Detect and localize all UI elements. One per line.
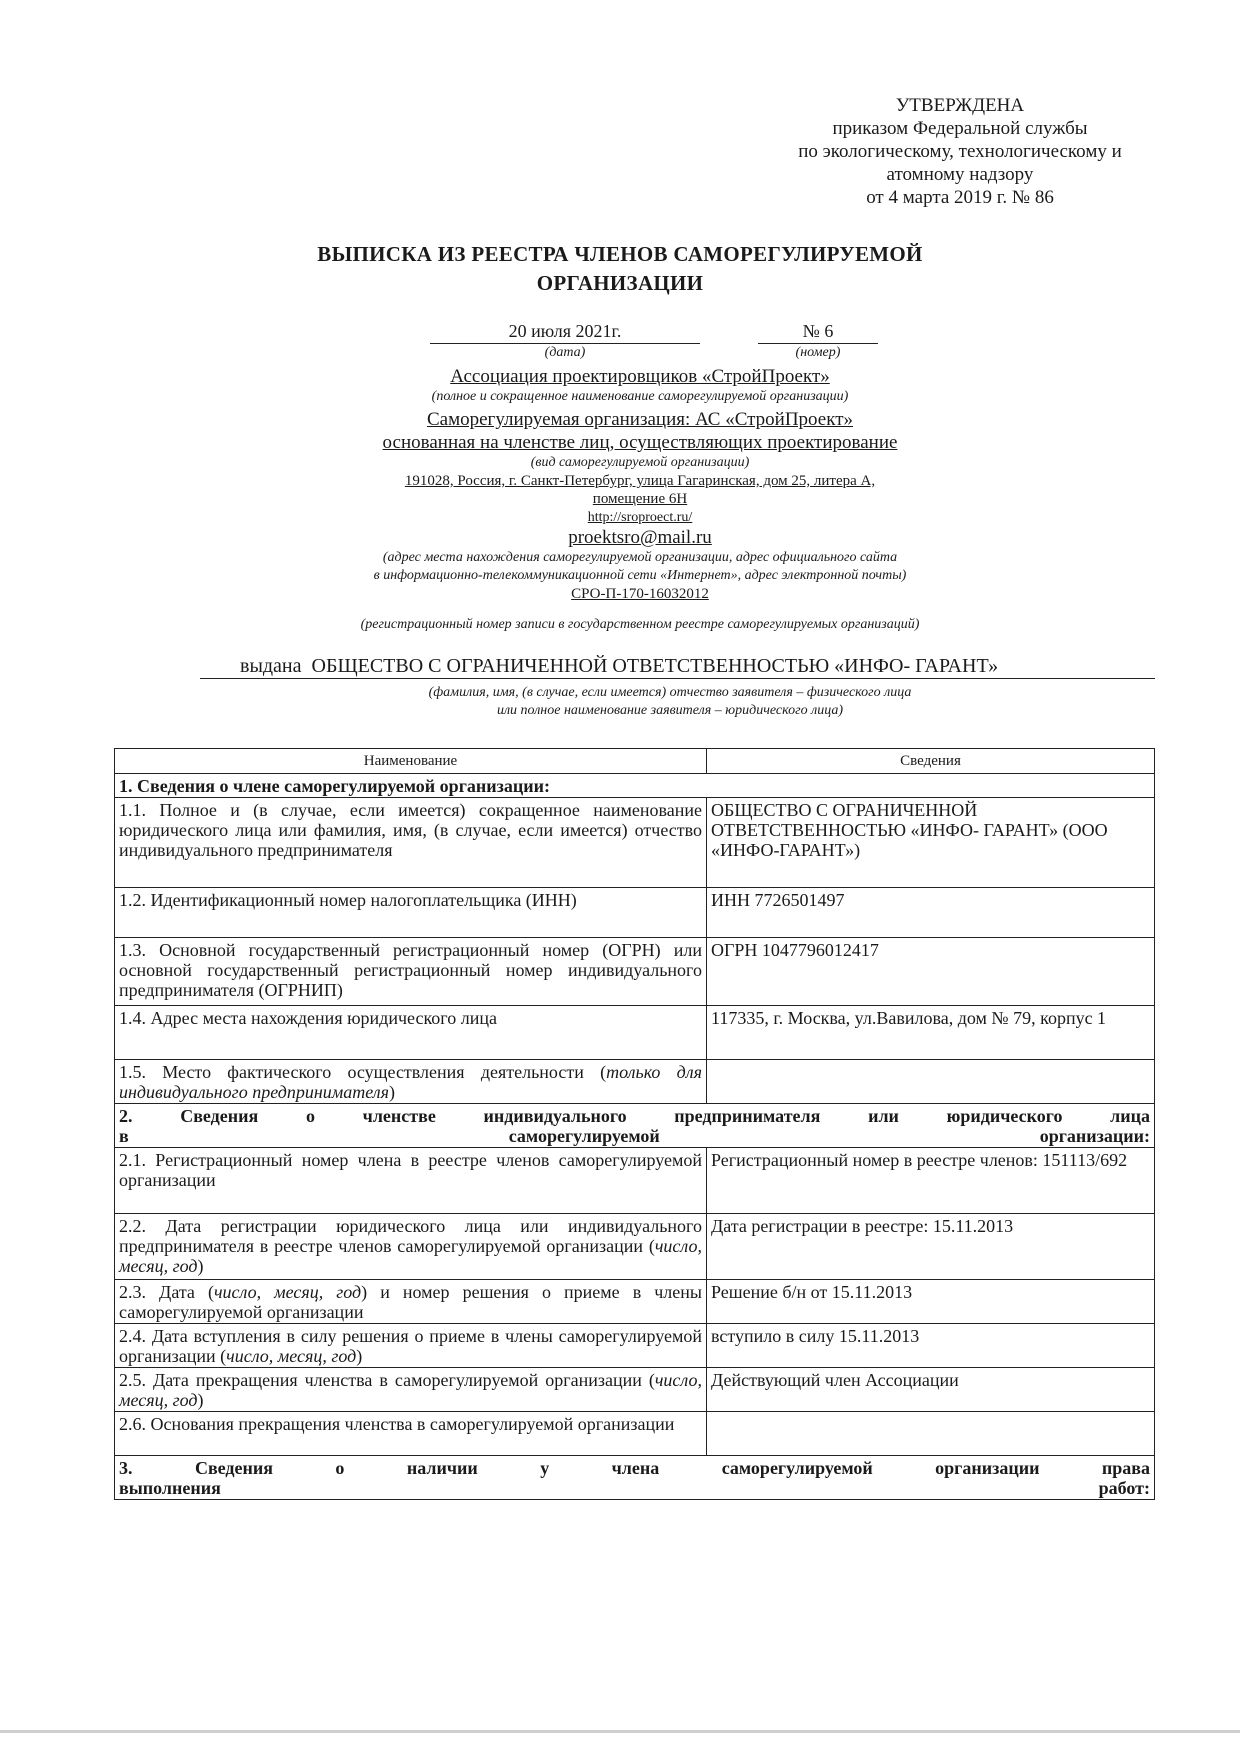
section-2-title [115, 1104, 1155, 1148]
table-row [115, 1148, 1155, 1214]
section-3-title-main: 3. Сведения о наличии у члена саморегулируемой организации права [119, 1458, 1150, 1478]
table-row [115, 798, 1155, 888]
row-2-5-value: Действующий член Ассоциации [707, 1368, 1155, 1412]
date-number-row [200, 320, 1080, 364]
row-1-4-name: 1.4. Адрес места нахождения юридического лица [115, 1006, 707, 1060]
row-2-3-value: Решение б/н от 15.11.2013 [707, 1280, 1155, 1324]
section-2-title-main: 2. Сведения о членстве индивидуального предпринимателя или юридического лица [119, 1106, 1150, 1126]
org-full-name: Ассоциация проектировщиков «СтройПроект» [450, 366, 830, 387]
row-1-1-value: ОБЩЕСТВО С ОГРАНИЧЕННОЙ ОТВЕТСТВЕННОСТЬЮ «ИНФО- ГАРАНТ» (ООО «ИНФО-ГАРАНТ») [707, 798, 1155, 888]
section-row [115, 774, 1155, 798]
row-1-5-name [115, 1060, 707, 1104]
table-row [115, 1006, 1155, 1060]
issued-hint-line1: (фамилия, имя, (в случае, если имеется) отчество заявителя – физического лица [428, 685, 912, 700]
row-1-3-name: 1.3. Основной государственный регистрационный номер (ОГРН) или основной государственный регистрационный номер индивидуального предпринимателя (ОГРНИП) [115, 938, 707, 1006]
issued-hint [300, 684, 1040, 720]
issued-to-value: ОБЩЕСТВО С ОГРАНИЧЕННОЙ ОТВЕТСТВЕННОСТЬЮ «ИНФО- ГАРАНТ» [311, 655, 999, 677]
date-hint: (дата) [544, 345, 586, 360]
row-2-2-name [115, 1214, 707, 1280]
row-2-4-name-text: 2.4. Дата вступления в силу решения о приеме в члены саморегулируемой организации ( [119, 1326, 702, 1366]
approval-stamp [730, 94, 1190, 209]
approval-line: приказом Федеральной службы [832, 118, 1088, 139]
title-line: ВЫПИСКА ИЗ РЕЕСТРА ЧЛЕНОВ САМОРЕГУЛИРУЕМОЙ [317, 242, 923, 266]
date-field [430, 320, 700, 362]
row-2-4-name [115, 1324, 707, 1368]
section-2-title-end: в саморегулируемой организации: [119, 1126, 1150, 1146]
section-3-title [115, 1456, 1155, 1500]
approval-line: атомному надзору [886, 164, 1034, 185]
date-value: 20 июля 2021г. [430, 320, 700, 344]
row-2-3-name-italic: число, месяц, год [213, 1282, 362, 1302]
registry-number-hint: (регистрационный номер записи в государственном реестре саморегулируемых организаций) [360, 617, 920, 632]
section-3-title-end: выполнения работ: [119, 1478, 1150, 1498]
row-2-6-name: 2.6. Основания прекращения членства в саморегулируемой организации [115, 1412, 707, 1456]
row-1-3-value: ОГРН 1047796012417 [707, 938, 1155, 1006]
address-hint-line1: (адрес места нахождения саморегулируемой организации, адрес официального сайта [382, 550, 898, 565]
row-2-5-name-text: 2.5. Дата прекращения членства в саморегулируемой организации ( [119, 1370, 655, 1390]
approval-line: УТВЕРЖДЕНА [895, 95, 1025, 116]
table-row [115, 938, 1155, 1006]
address-hint-line2: в информационно-телекоммуникационной сети «Интернет», адрес электронной почты) [373, 568, 907, 583]
org-email-link[interactable]: proektsro@mail.ru [568, 527, 712, 548]
org-type-line2: основанная на членстве лиц, осуществляющих проектирование [382, 432, 898, 453]
row-2-3-name-text: 2.3. Дата ( [119, 1282, 214, 1302]
number-field [758, 320, 878, 362]
section-row [115, 1456, 1155, 1500]
org-address-line2: помещение 6Н [592, 491, 688, 507]
table-row [115, 1368, 1155, 1412]
table-row [115, 1060, 1155, 1104]
org-website-link[interactable]: http://sroproect.ru/ [587, 510, 693, 525]
row-1-1-name: 1.1. Полное и (в случае, если имеется) сокращенное наименование юридического лица или фамилия, имя, (в случае, если имеется) отчество индивидуального предпринимателя [115, 798, 707, 888]
number-value: № 6 [758, 320, 878, 344]
row-1-5-value [707, 1060, 1155, 1104]
row-2-5-name-italic: число, месяц, год [119, 1370, 702, 1410]
row-2-5-name [115, 1368, 707, 1412]
section-1-title: 1. Сведения о члене саморегулируемой организации: [115, 774, 1155, 798]
row-2-4-name-italic: число, месяц, год [226, 1346, 357, 1366]
extract-header [200, 320, 1080, 634]
row-2-2-value: Дата регистрации в реестре: 15.11.2013 [707, 1214, 1155, 1280]
table-row [115, 1412, 1155, 1456]
approval-line: от 4 марта 2019 г. № 86 [866, 187, 1054, 208]
row-2-3-name [115, 1280, 707, 1324]
row-1-2-name: 1.2. Идентификационный номер налогоплательщика (ИНН) [115, 888, 707, 938]
row-2-1-name: 2.1. Регистрационный номер члена в реестре членов саморегулируемой организации [115, 1148, 707, 1214]
row-1-2-value: ИНН 7726501497 [707, 888, 1155, 938]
registry-number: СРО-П-170-16032012 [571, 586, 709, 602]
document-title [240, 240, 1000, 298]
row-2-6-value [707, 1412, 1155, 1456]
table-row [115, 1324, 1155, 1368]
row-1-4-value: 117335, г. Москва, ул.Вавилова, дом № 79, корпус 1 [707, 1006, 1155, 1060]
org-type-line1: Саморегулируемая организация: АС «СтройПроект» [426, 409, 853, 430]
registry-table [114, 748, 1155, 1500]
number-hint: (номер) [795, 345, 841, 360]
approval-line: по экологическому, технологическому и [798, 141, 1122, 162]
column-header-name: Наименование [115, 749, 707, 774]
issued-hint-line2: или полное наименование заявителя – юридического лица) [496, 703, 844, 718]
issued-label: выдана [240, 655, 302, 677]
row-2-2-name-end: ) [197, 1256, 204, 1276]
issued-to-line [200, 654, 1155, 679]
row-1-5-name-end: ) [389, 1082, 396, 1102]
row-2-4-name-end: ) [356, 1346, 363, 1366]
scan-edge-line [0, 1730, 1240, 1733]
title-line: ОРГАНИЗАЦИИ [536, 271, 704, 295]
org-name-hint: (полное и сокращенное наименование саморегулируемой организации) [431, 389, 849, 404]
row-2-3-name-end: ) и номер решения о приеме в члены саморегулируемой организации [119, 1282, 702, 1322]
row-1-5-name-italic: только для индивидуального предпринимателя [119, 1062, 702, 1102]
row-2-4-value: вступило в силу 15.11.2013 [707, 1324, 1155, 1368]
org-type-hint: (вид саморегулируемой организации) [530, 455, 750, 470]
row-2-2-name-italic: число, месяц, год [119, 1236, 702, 1276]
row-1-5-name-text: 1.5. Место фактического осуществления деятельности ( [119, 1062, 607, 1082]
table-row [115, 1214, 1155, 1280]
row-2-2-name-text: 2.2. Дата регистрации юридического лица или индивидуального предпринимателя в реестре членов саморегулируемой организации ( [119, 1216, 702, 1256]
section-row [115, 1104, 1155, 1148]
column-header-info: Сведения [707, 749, 1155, 774]
row-2-5-name-end: ) [197, 1390, 204, 1410]
org-address-line1: 191028, Россия, г. Санкт-Петербург, улица Гагаринская, дом 25, литера А, [404, 473, 876, 489]
table-row [115, 888, 1155, 938]
table-header-row [115, 749, 1155, 774]
row-2-1-value: Регистрационный номер в реестре членов: 151113/692 [707, 1148, 1155, 1214]
table-row [115, 1280, 1155, 1324]
